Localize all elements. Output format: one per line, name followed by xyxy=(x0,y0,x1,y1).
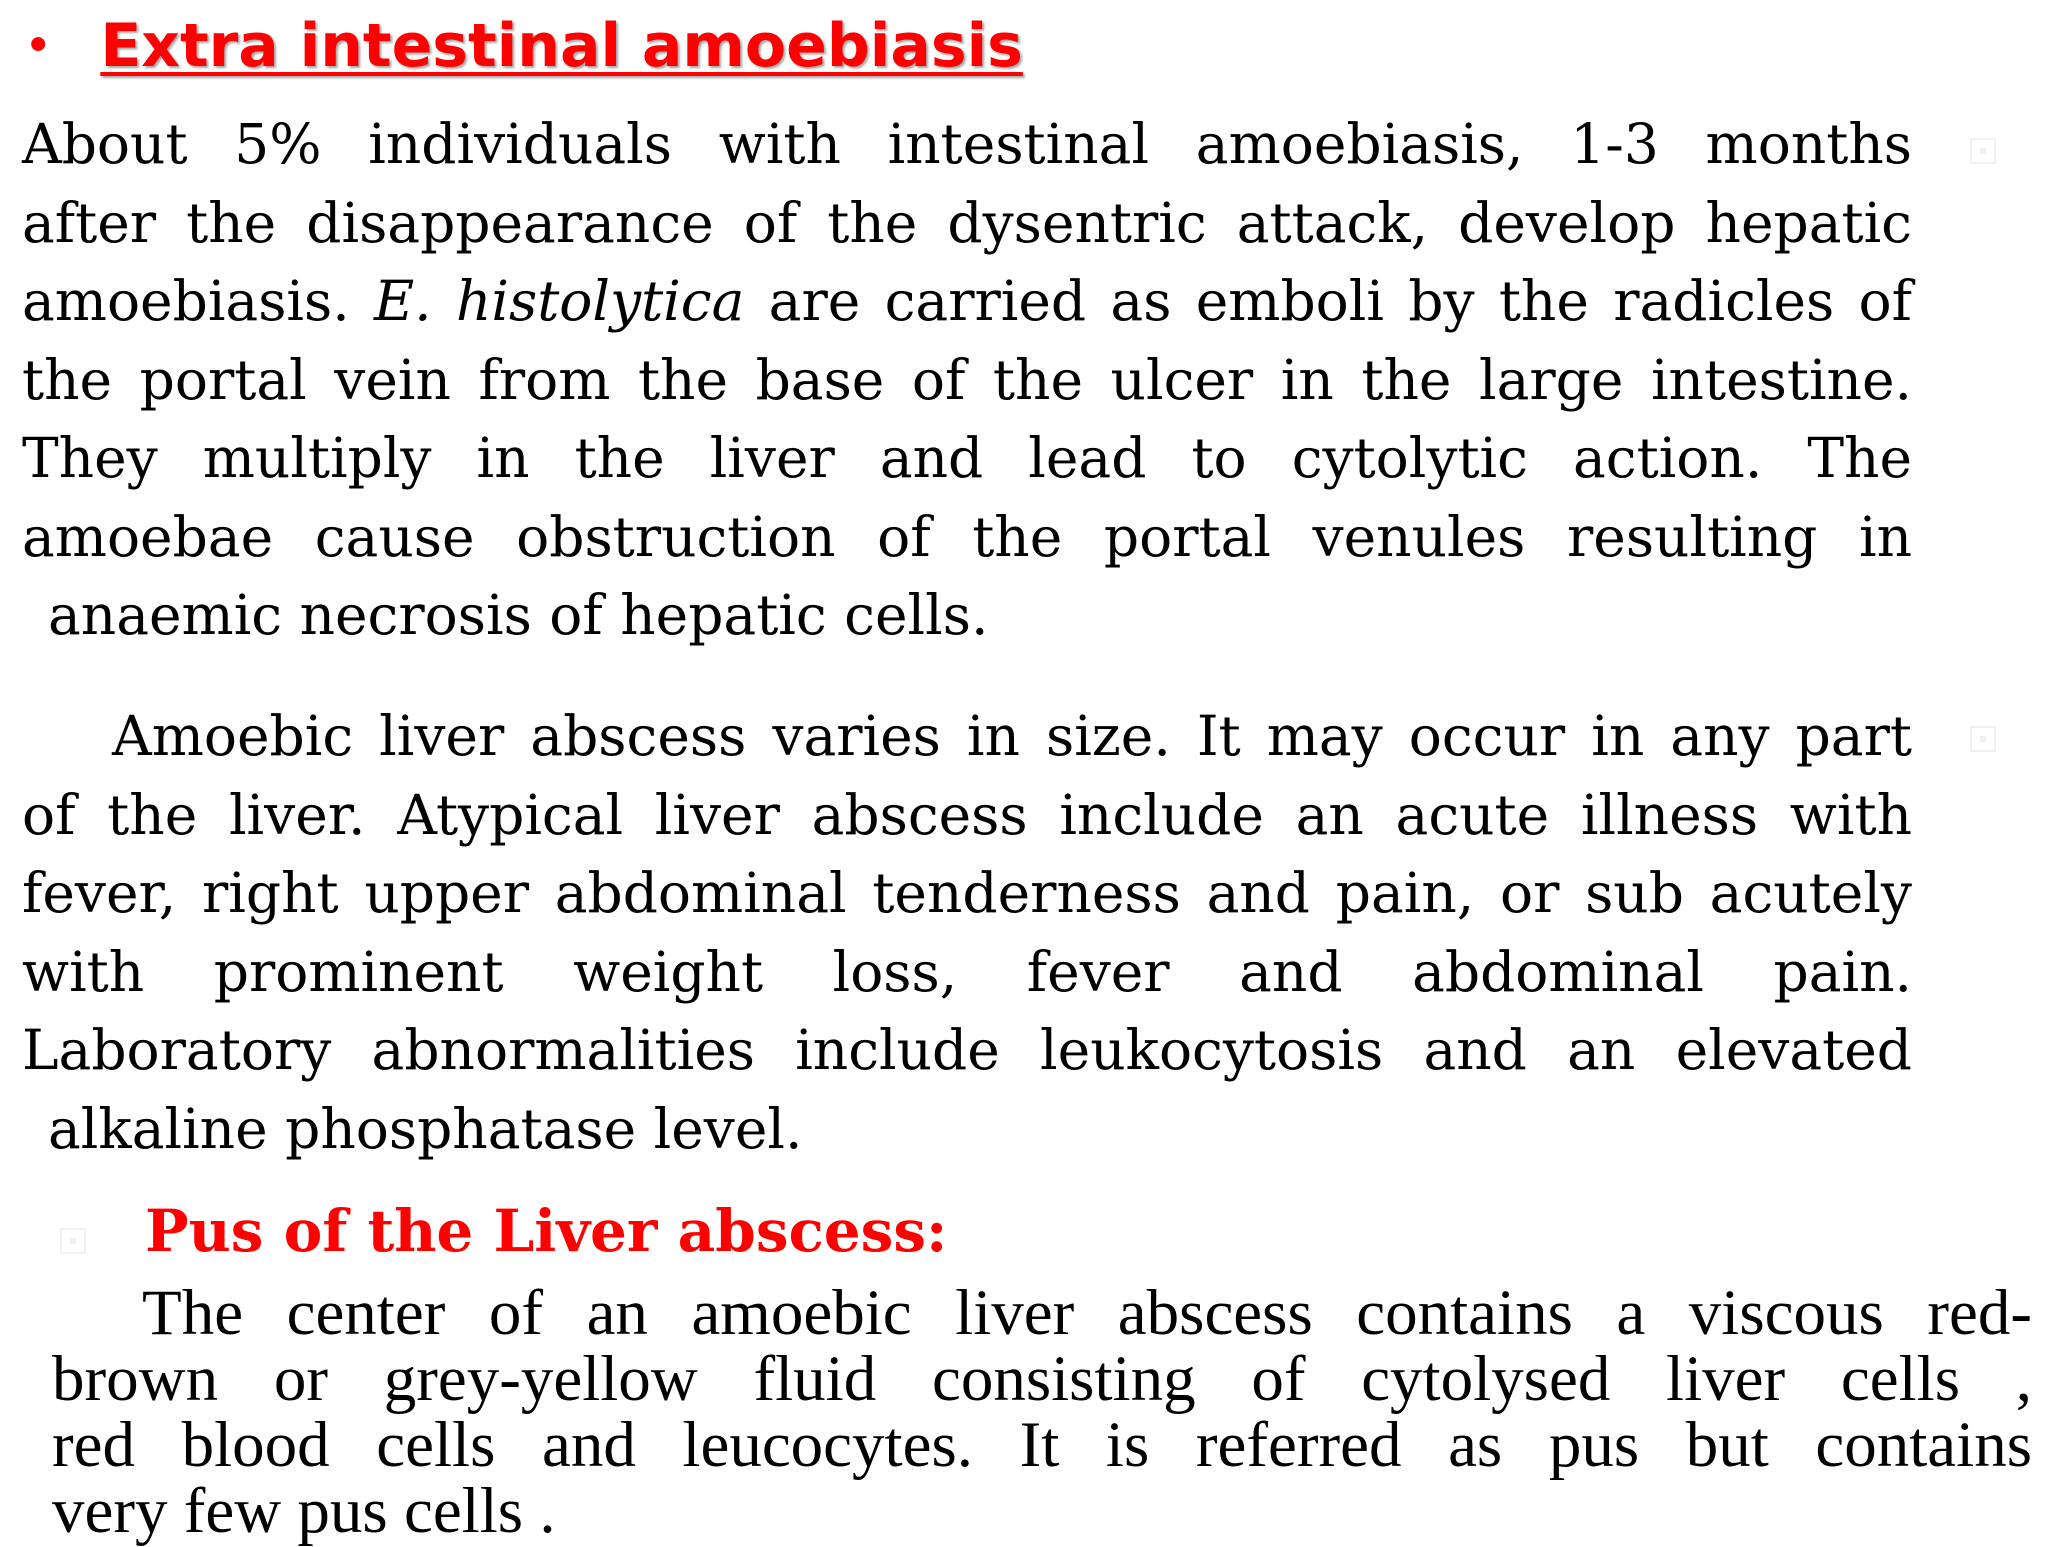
title-bullet: • xyxy=(24,18,53,74)
placeholder-icon xyxy=(60,1228,86,1254)
paragraph-line: brown or grey-yellow fluid consisting of cytolysed liver cells , xyxy=(52,1343,2032,1415)
placeholder-icon xyxy=(1970,726,1996,752)
paragraph-line: About 5% individuals with intestinal amoebiasis, 1-3 months xyxy=(22,112,1912,176)
placeholder-icon xyxy=(1970,138,1996,164)
paragraph-line: alkaline phosphatase level. xyxy=(48,1096,803,1161)
slide-title: Extra intestinal amoebiasis xyxy=(100,11,1023,81)
subheading-pus: Pus of the Liver abscess: xyxy=(145,1197,948,1265)
paragraph-line: They multiply in the liver and lead to cytolytic action. The xyxy=(22,426,1912,490)
paragraph-line-with-italic xyxy=(22,262,1912,341)
paragraph-line: after the disappearance of the dysentric attack, develop hepatic xyxy=(22,190,1912,255)
paragraph-line: fever, right upper abdominal tenderness and pain, or sub acutely xyxy=(22,861,1912,925)
italic-term: E. histolytica xyxy=(374,269,745,333)
paragraph-text: are carried as emboli by the radicles of xyxy=(744,269,1913,333)
paragraph-liver-abscess xyxy=(22,697,1912,1168)
paragraph-hepatic-amoebiasis xyxy=(22,105,1912,655)
paragraph-text: amoebiasis. xyxy=(22,269,350,333)
paragraph-line: with prominent weight loss, fever and abdominal pain. xyxy=(22,939,1912,1004)
paragraph-line: amoebae cause obstruction of the portal venules resulting in xyxy=(22,504,1912,569)
title-row xyxy=(24,6,1023,86)
paragraph-line: the portal vein from the base of the ulcer in the large intestine. xyxy=(22,347,1912,412)
paragraph-line: Amoebic liver abscess varies in size. It may occur in any part xyxy=(112,704,1912,768)
paragraph-line: very few pus cells . xyxy=(52,1475,556,1547)
paragraph-line: The center of an amoebic liver abscess contains a viscous red- xyxy=(142,1277,2032,1349)
paragraph-line: anaemic necrosis of hepatic cells. xyxy=(48,583,989,647)
paragraph-line: red blood cells and leucocytes. It is referred as pus but contains xyxy=(52,1409,2032,1481)
paragraph-pus xyxy=(52,1277,2032,1547)
paragraph-line: Laboratory abnormalities include leukocytosis and an elevated xyxy=(22,1018,1912,1082)
paragraph-line: of the liver. Atypical liver abscess include an acute illness with xyxy=(22,782,1912,847)
